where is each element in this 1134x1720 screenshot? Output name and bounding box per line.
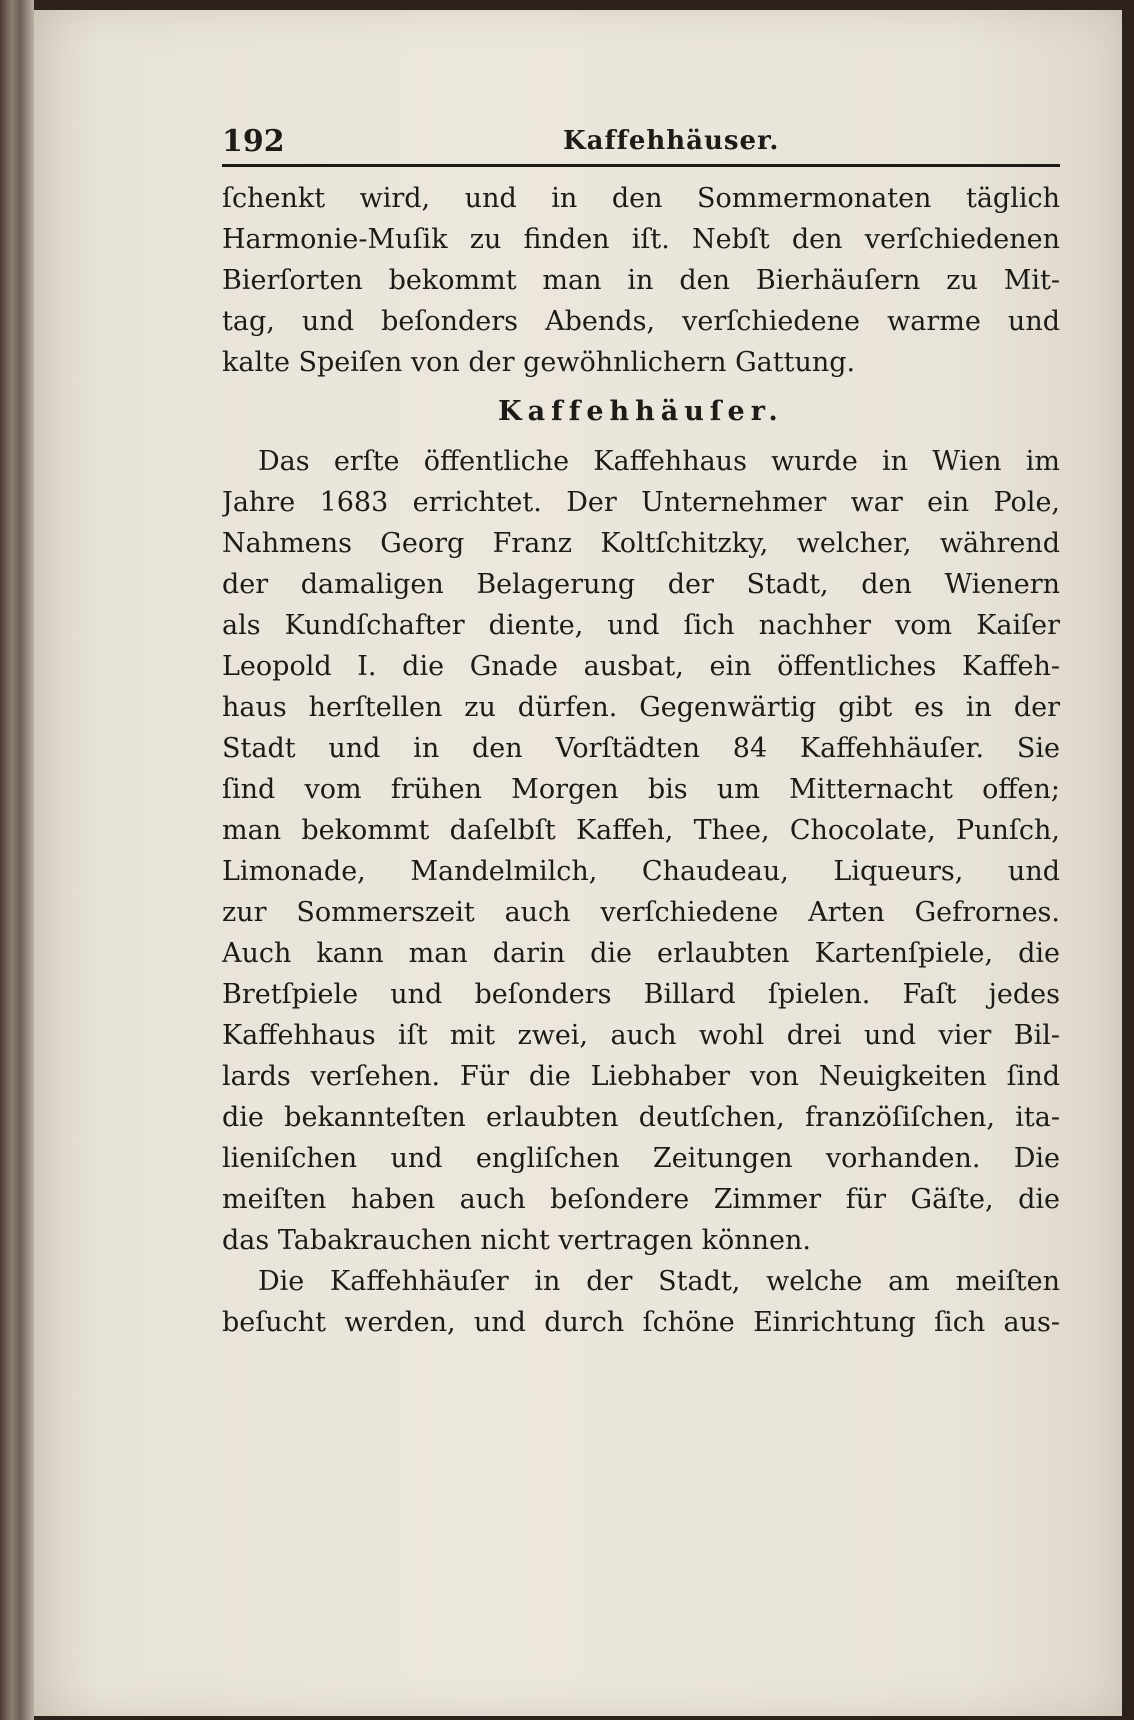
book-page [34, 10, 1122, 1716]
text-line: der damaligen Belagerung der Stadt, den Wienern [222, 569, 1060, 600]
text-line: haus herſtellen zu dürfen. Gegenwärtig gibt es in der [222, 692, 1060, 723]
text-line: Kaffehhaus iſt mit zwei, auch wohl drei und vier Bil- [222, 1020, 1060, 1051]
text-line: das Tabakrauchen nicht vertragen können. [222, 1225, 811, 1256]
paragraph-history [222, 441, 1060, 1261]
header-rule [222, 164, 1060, 167]
paragraph-continuation [222, 178, 1060, 383]
text-line: tag, und beſonders Abends, verſchiedene warme und [222, 306, 1060, 337]
text-line: Leopold I. die Gnade ausbat, ein öffentliches Kaffeh- [222, 651, 1060, 682]
text-line: die bekannteſten erlaubten deutſchen, franzöſiſchen, ita- [222, 1102, 1060, 1133]
text-line: Auch kann man darin die erlaubten Kartenſpiele, die [222, 938, 1060, 969]
text-line: Stadt und in den Vorſtädten 84 Kaffehhäuſer. Sie [222, 733, 1060, 764]
text-line: als Kundſchafter diente, und ſich nachher vom Kaiſer [222, 610, 1060, 641]
text-line: Bretſpiele und beſonders Billard ſpielen. Faſt jedes [222, 979, 1060, 1010]
text-line: Bierſorten bekommt man in den Bierhäuſern zu Mit- [222, 265, 1060, 296]
text-line: meiſten haben auch beſondere Zimmer für Gäſte, die [222, 1184, 1060, 1215]
text-line: kalte Speiſen von der gewöhnlichern Gattung. [222, 347, 856, 378]
text-line: Nahmens Georg Franz Koltſchitzky, welcher, während [222, 528, 1060, 559]
text-line: lards verſehen. Für die Liebhaber von Neuigkeiten ſind [222, 1061, 1060, 1092]
running-head: Kaffehhäuser. [563, 126, 780, 156]
page-number: 192 [222, 124, 285, 159]
page-header [222, 118, 1060, 166]
text-line: ſchenkt wird, und in den Sommermonaten täglich [222, 183, 1060, 214]
text-line: lieniſchen und engliſchen Zeitungen vorhanden. Die [222, 1143, 1060, 1174]
text-line: man bekommt daſelbſt Kaffeh, Thee, Chocolate, Punſch, [222, 815, 1060, 846]
section-heading: Kaffehhäuſer. [498, 396, 784, 427]
text-line: Das erſte öffentliche Kaffehhaus wurde in Wien im [258, 446, 1060, 477]
paragraph-city-coffeehouses [222, 1261, 1060, 1343]
text-line: ſind vom frühen Morgen bis um Mitternacht offen; [222, 774, 1060, 805]
text-line: Harmonie-Muſik zu finden iſt. Nebſt den verſchiedenen [222, 224, 1060, 255]
text-line: beſucht werden, und durch ſchöne Einrichtung ſich aus- [222, 1307, 1060, 1338]
text-line: Limonade, Mandelmilch, Chaudeau, Liqueurs, und [222, 856, 1060, 887]
text-line: Jahre 1683 errichtet. Der Unternehmer war ein Pole, [222, 487, 1060, 518]
page-stack-edge [0, 0, 34, 1720]
text-line: Die Kaffehhäuſer in der Stadt, welche am meiſten [258, 1266, 1060, 1297]
text-line: zur Sommerszeit auch verſchiedene Arten Gefrornes. [222, 897, 1060, 928]
body-text [222, 178, 1060, 1343]
